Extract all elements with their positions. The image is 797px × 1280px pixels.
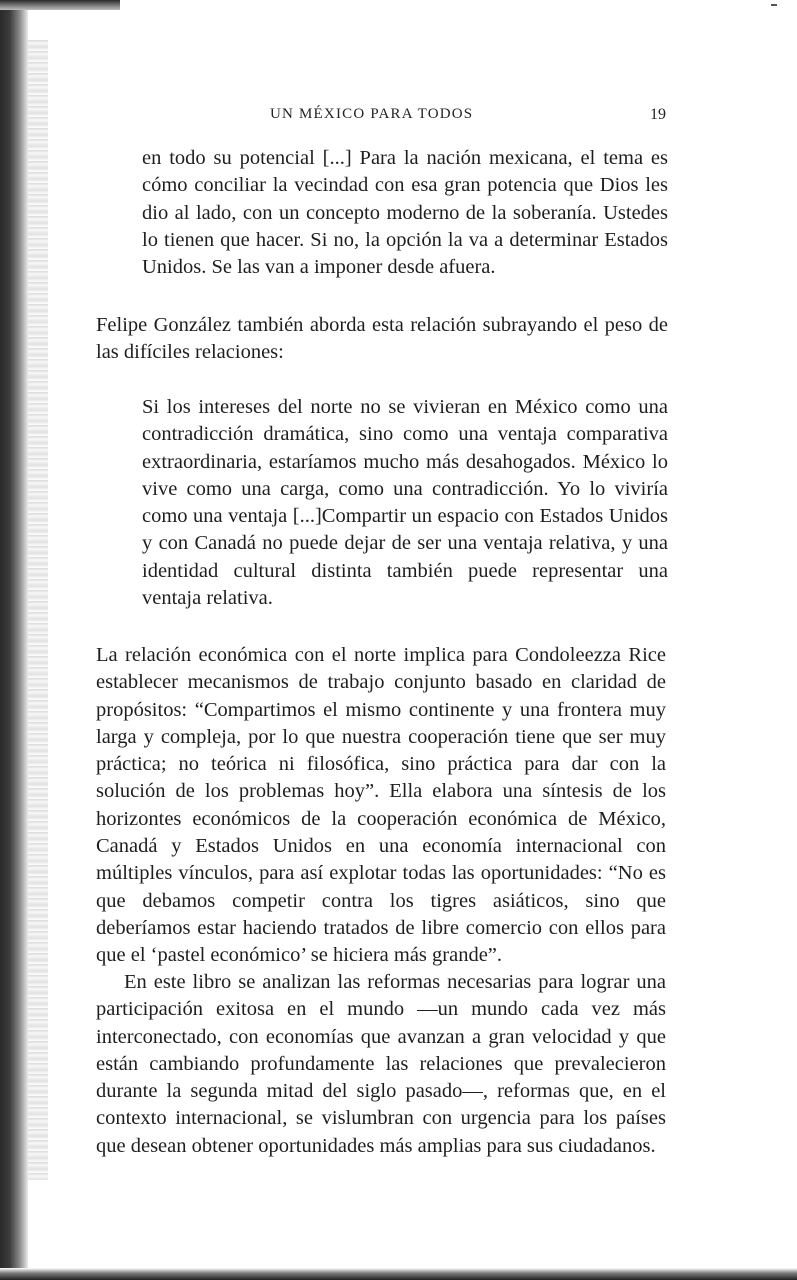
page-number: 19 <box>650 106 666 123</box>
scan-binding-edge <box>0 0 28 1280</box>
block-quote-2: Si los intereses del norte no se vivieran en México como una contradicción dramática, sino como una ventaja comparativa extraordinaria, estaríamos mucho más desahogados. México lo vive como una carga, como una contradicción. Yo lo viviría como una ventaja [...]Compartir un espacio con Estados Unidos y con Canadá no puede dejar de ser una ventaja relativa, y una identidad cultural distinta también puede representar una ventaja relativa. <box>142 396 668 610</box>
paragraph-1: Felipe González también aborda esta relación subrayando el peso de las difíciles relaciones: <box>96 314 668 364</box>
block-quote-1: en todo su potencial [...] Para la nación mexicana, el tema es cómo conciliar la vecindad con esa gran potencia que Dios les dio al lado, con un concepto moderno de la soberanía. Ustedes lo tienen que hacer. Si no, la opción la va a determinar Estados Unidos. Se las van a imponer desde afuera. <box>142 147 668 279</box>
scan-top-edge <box>0 0 120 10</box>
paragraph-2: La relación económica con el norte implica para Condoleezza Rice establecer mecanismos de trabajo conjunto basado en claridad de propósitos: “Compartimos el mismo continente y una frontera muy larga y compleja, por lo que nuestra cooperación tiene que ser muy práctica; no teórica ni filosófica, sino práctica para dar con la solución de los problemas hoy”. Ella elabora una síntesis de los horizontes económicos de la cooperación económica de México, Canadá y Estados Unidos en una economía internacional con múltiples vínculos, para así explotar todas las oportunidades: “No es que debamos competir contra los tigres asiáticos, sino que deberíamos estar haciendo tratados de libre comercio con ellos para que el ‘pastel económico’ se hiciera más grande”. <box>96 644 666 967</box>
scan-edge-noise <box>28 40 48 1180</box>
scan-mark <box>771 4 777 6</box>
scan-bottom-edge <box>0 1268 797 1280</box>
paragraph-3: En este libro se analizan las reformas necesarias para lograr una participación exitosa en el mundo —un mundo cada vez más interconectado, con economías que avanzan a gran velocidad y que están cambiando profundamente las relaciones que prevalecieron durante la segunda mitad del siglo pasado—, reformas que, en el contexto internacional, se vislumbran con urgencia para los países que desean obtener oportunidades más amplias para sus ciudadanos. <box>96 971 666 1157</box>
running-head: UN MÉXICO PARA TODOS <box>270 106 474 122</box>
